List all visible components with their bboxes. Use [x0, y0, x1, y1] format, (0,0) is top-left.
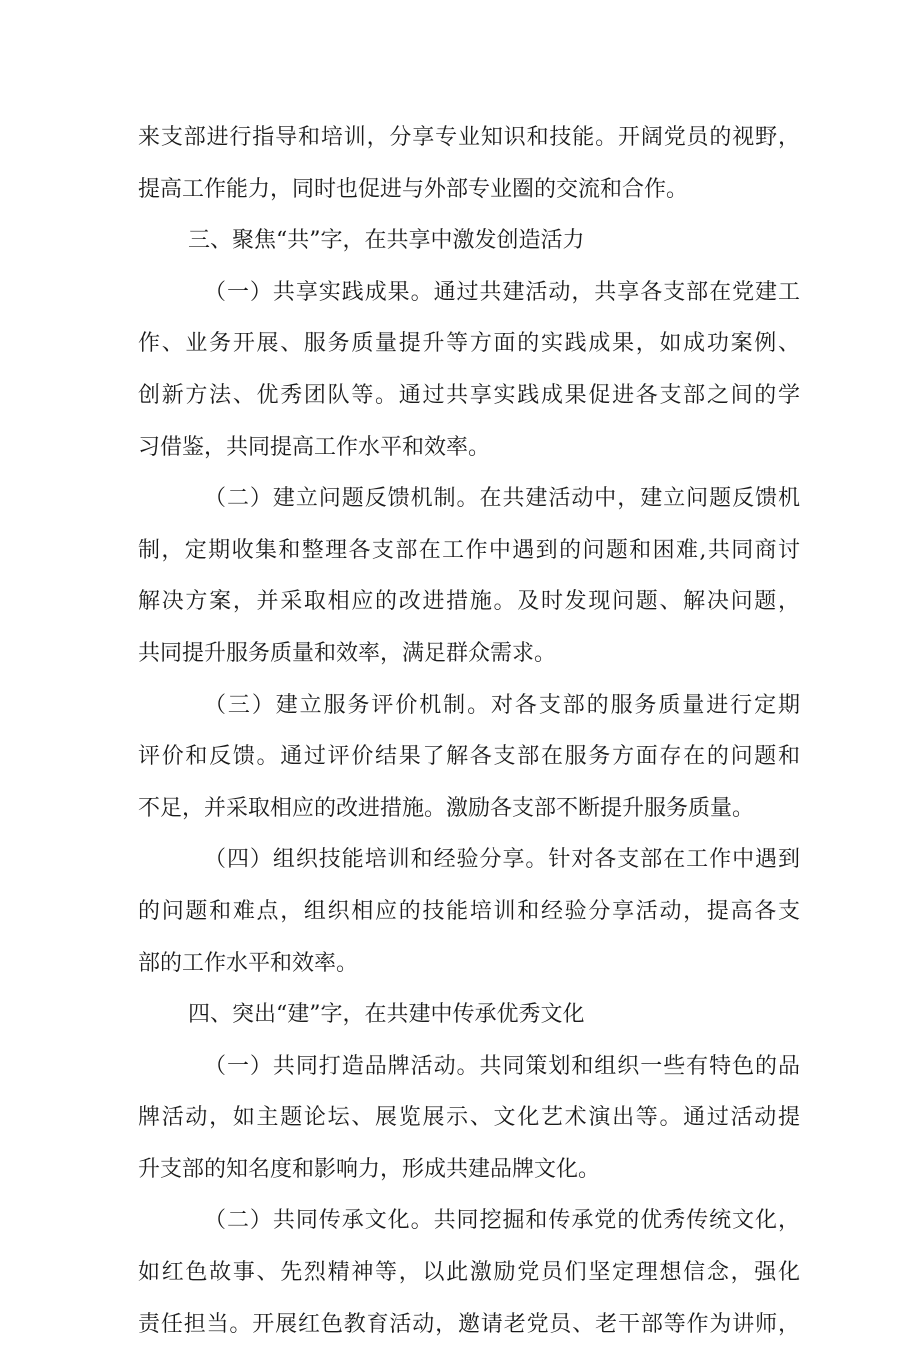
body-line: 提高工作能力，同时也促进与外部专业圈的交流和合作。	[138, 176, 689, 202]
body-line: 创新方法、优秀团队等。通过共享实践成果促进各支部之间的学	[138, 382, 800, 408]
section-heading: 四、突出“建”字，在共建中传承优秀文化	[188, 1002, 585, 1028]
body-line: 升支部的知名度和影响力，形成共建品牌文化。	[138, 1156, 601, 1182]
body-line: 作、业务开展、服务质量提升等方面的实践成果，如成功案例、	[138, 331, 800, 357]
paragraph-first-line: （一）共享实践成果。通过共建活动，共享各支部在党建工	[204, 279, 800, 305]
paragraph-first-line: （一）共同打造品牌活动。共同策划和组织一些有特色的品	[204, 1053, 800, 1079]
body-line: 共同提升服务质量和效率，满足群众需求。	[138, 640, 557, 666]
body-line: 来支部进行指导和培训，分享专业知识和技能。开阔党员的视野，	[138, 125, 800, 150]
body-line: 部的工作水平和效率。	[138, 950, 359, 976]
section-heading: 三、聚焦“共”字，在共享中激发创造活力	[188, 228, 585, 254]
body-line: 的问题和难点，组织相应的技能培训和经验分享活动，提高各支	[138, 898, 800, 924]
body-line: 制，定期收集和整理各支部在工作中遇到的问题和困难,共同商讨	[138, 537, 800, 563]
document-body	[138, 112, 800, 1350]
body-line: 不足，并采取相应的改进措施。激励各支部不断提升服务质量。	[138, 795, 755, 821]
body-line: 牌活动，如主题论坛、展览展示、文化艺术演出等。通过活动提	[138, 1105, 800, 1131]
paragraph-first-line: （四）组织技能培训和经验分享。针对各支部在工作中遇到	[204, 847, 800, 873]
body-line: 责任担当。开展红色教育活动，邀请老党员、老干部等作为讲师，	[138, 1311, 800, 1337]
body-line: 如红色故事、先烈精神等，以此激励党员们坚定理想信念，强化	[138, 1260, 800, 1286]
paragraph-first-line: （三）建立服务评价机制。对各支部的服务质量进行定期	[204, 692, 800, 718]
paragraph-first-line: （二）共同传承文化。共同挖掘和传承党的优秀传统文化，	[204, 1208, 800, 1234]
body-line: 解决方案，并采取相应的改进措施。及时发现问题、解决问题，	[138, 589, 800, 615]
paragraph-first-line: （二）建立问题反馈机制。在共建活动中，建立问题反馈机	[204, 486, 800, 512]
body-line: 评价和反馈。通过评价结果了解各支部在服务方面存在的问题和	[138, 744, 800, 770]
body-line: 习借鉴，共同提高工作水平和效率。	[138, 434, 491, 460]
